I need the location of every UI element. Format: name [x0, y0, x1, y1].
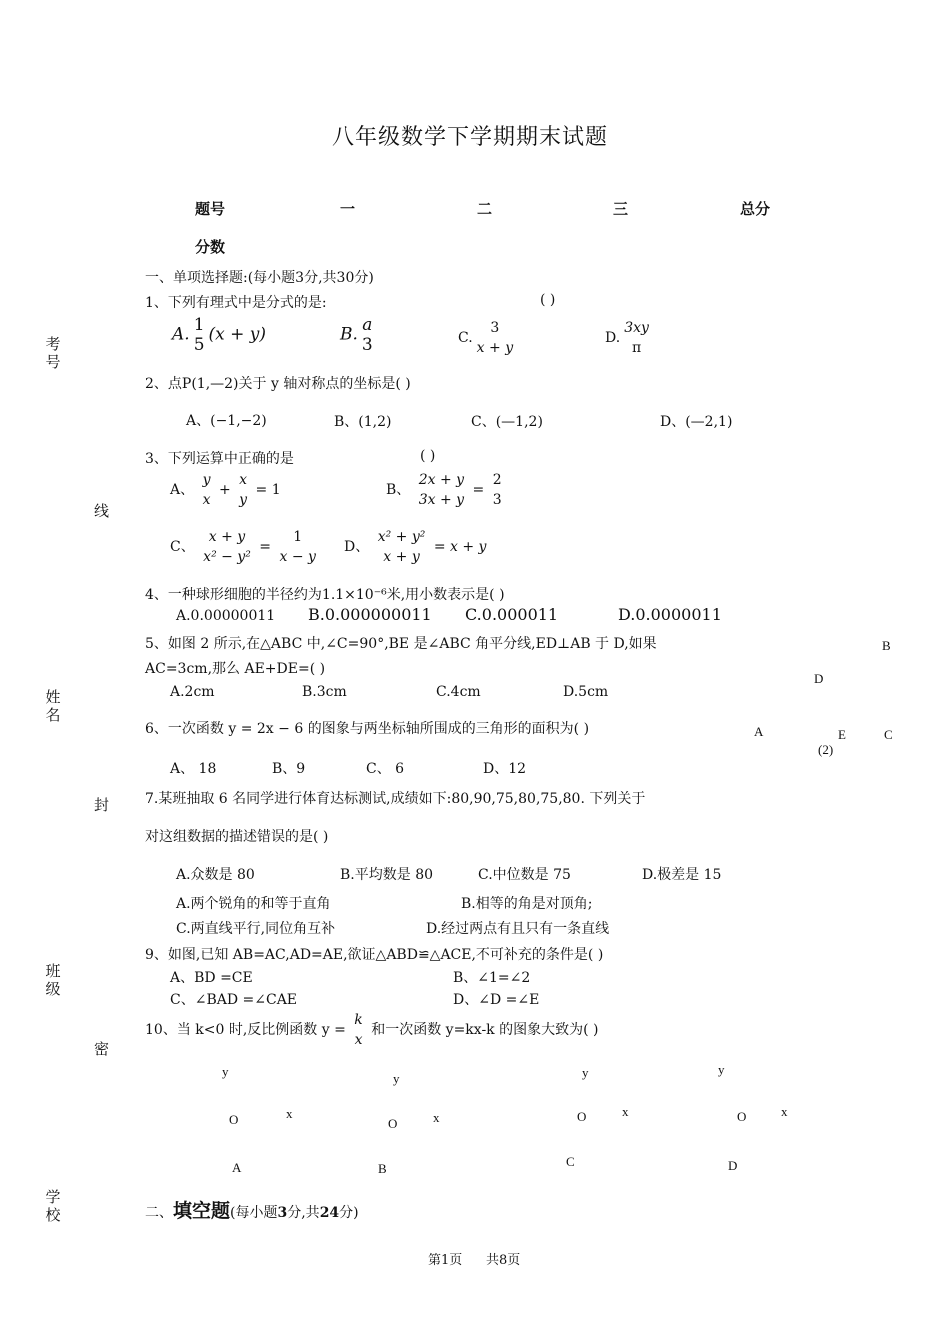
q2-option-c: C、(—1,2)	[471, 414, 543, 430]
margin-mi: 密	[94, 1040, 110, 1058]
score-row-label: 分数	[195, 238, 226, 256]
q1-option-a: A. 1 5 (x + y)	[172, 315, 267, 355]
fig2-label-b: B	[882, 638, 891, 653]
footer-page-number: 第1页	[428, 1253, 463, 1268]
q6-stem: 6、一次函数 y = 2x − 6 的图象与两坐标轴所围成的三角形的面积为( )	[145, 721, 590, 737]
q1-option-b: B. a 3	[340, 315, 373, 355]
q2-option-d: D、(—2,1)	[660, 414, 733, 430]
q6-option-d: D、12	[483, 761, 527, 777]
graph-a-label: A	[232, 1160, 242, 1175]
fig2-label-e: E	[838, 727, 846, 742]
score-header-3: 三	[613, 200, 629, 218]
margin-xuexiao: 学校	[45, 1188, 61, 1224]
page-title: 八年级数学下学期期末试题	[332, 125, 609, 150]
footer-total-pages: 共8页	[486, 1253, 521, 1268]
q9-option-a: A、BD =CE	[170, 970, 253, 986]
q6-option-a: A、 18	[170, 761, 217, 777]
q9-stem: 9、如图,已知 AB=AC,AD=AE,欲证△ABD≌△ACE,不可补充的条件是( )	[145, 947, 604, 963]
q2-option-b: B、(1,2)	[334, 414, 392, 430]
q8-option-c: C.两直线平行,同位角互补	[176, 921, 336, 937]
q5-line2: AC=3cm,那么 AE+DE=( )	[145, 661, 326, 677]
q4-option-b: B.0.000000011	[308, 605, 432, 624]
q4-option-c: C.0.000011	[465, 605, 559, 624]
q2-option-a: A、(−1,−2)	[186, 413, 267, 429]
graph-b-x-axis-label: x	[433, 1110, 440, 1125]
section1-heading: 一、单项选择题:(每小题3分,共30分)	[145, 270, 374, 286]
fig2-label-d: D	[814, 671, 824, 686]
q1-option-d: D. 3xy π	[605, 320, 649, 356]
q5-option-b: B.3cm	[302, 684, 347, 700]
q4-option-d: D.0.0000011	[618, 605, 722, 624]
fig2-caption: (2)	[818, 742, 834, 757]
fig2-label-c: C	[884, 727, 893, 742]
graph-b-label: B	[378, 1161, 387, 1176]
margin-feng: 封	[94, 796, 110, 814]
q9-option-d: D、∠D =∠E	[453, 992, 540, 1008]
q4-stem: 4、一种球形细胞的半径约为1.1×10⁻⁶米,用小数表示是( )	[145, 587, 505, 603]
q8-option-a: A.两个锐角的和等于直角	[176, 896, 331, 912]
graph-a-x-axis-label: x	[286, 1106, 293, 1121]
graph-c-label: C	[566, 1154, 575, 1169]
q1-answer-paren: ( )	[540, 292, 556, 308]
q6-option-b: B、9	[272, 761, 306, 777]
q2-stem: 2、点P(1,—2)关于 y 轴对称点的坐标是( )	[145, 376, 411, 392]
q8-option-d: D.经过两点有且只有一条直线	[426, 921, 610, 937]
fig2-label-a: A	[754, 724, 764, 739]
margin-xingming: 姓名	[45, 688, 61, 724]
q7-option-b: B.平均数是 80	[340, 867, 434, 883]
score-header-1: 一	[340, 200, 356, 218]
q3-option-d: D、 x² + y² x + y = x + y	[344, 529, 487, 565]
graph-c-x-axis-label: x	[622, 1104, 629, 1119]
margin-xian: 线	[94, 502, 110, 520]
q5-option-c: C.4cm	[436, 684, 481, 700]
score-header-2: 二	[477, 200, 493, 218]
q7-option-c: C.中位数是 75	[478, 867, 571, 883]
q3-option-b: B、 2x + y 3x + y = 2 3	[386, 472, 502, 508]
q9-option-c: C、∠BAD =∠CAE	[170, 992, 298, 1008]
section2-heading: 二、填空题(每小题3分,共24分)	[145, 1200, 359, 1222]
graph-c-y-axis-label: y	[582, 1065, 589, 1080]
q1-option-c: C. 3 x + y	[458, 320, 514, 356]
graph-a-origin-label: O	[229, 1112, 239, 1127]
margin-banji: 班级	[45, 962, 61, 998]
q3-option-c: C、 x + y x² − y² = 1 x − y	[170, 529, 316, 565]
q8-option-b: B.相等的角是对顶角;	[461, 896, 593, 912]
graph-d-origin-label: O	[737, 1109, 747, 1124]
q3-stem: 3、下列运算中正确的是	[145, 451, 294, 467]
q3-option-a: A、 y x + x y = 1	[170, 472, 281, 508]
margin-kaohao: 考号	[45, 335, 61, 371]
q7-option-d: D.极差是 15	[642, 867, 722, 883]
q1-stem: 1、下列有理式中是分式的是:	[145, 295, 327, 311]
q7-line1: 7.某班抽取 6 名同学进行体育达标测试,成绩如下:80,90,75,80,75,80. 下列关于	[145, 791, 646, 807]
q9-option-b: B、∠1=∠2	[453, 970, 531, 986]
q3-answer-paren: ( )	[420, 448, 436, 464]
graph-c-origin-label: O	[577, 1109, 587, 1124]
q5-option-a: A.2cm	[170, 684, 215, 700]
score-header-total: 总分	[740, 200, 771, 218]
q5-line1: 5、如图 2 所示,在△ABC 中,∠C=90°,BE 是∠ABC 角平分线,ED⊥AB 于 D,如果	[145, 636, 657, 652]
q10-stem: 10、当 k<0 时,反比例函数 y = k x 和一次函数 y=kx-k 的图象大致为( )	[145, 1012, 599, 1048]
graph-d-label: D	[728, 1158, 738, 1173]
graph-b-y-axis-label: y	[393, 1071, 400, 1086]
graph-b-origin-label: O	[388, 1116, 398, 1131]
q7-option-a: A.众数是 80	[176, 867, 255, 883]
graph-d-y-axis-label: y	[718, 1062, 725, 1077]
q6-option-c: C、 6	[366, 761, 405, 777]
q5-option-d: D.5cm	[563, 684, 609, 700]
score-header-tihao: 题号	[195, 200, 226, 218]
q7-line2: 对这组数据的描述错误的是( )	[145, 829, 329, 845]
graph-a-y-axis-label: y	[222, 1064, 229, 1079]
q4-option-a: A.0.00000011	[176, 608, 276, 624]
graph-d-x-axis-label: x	[781, 1104, 788, 1119]
